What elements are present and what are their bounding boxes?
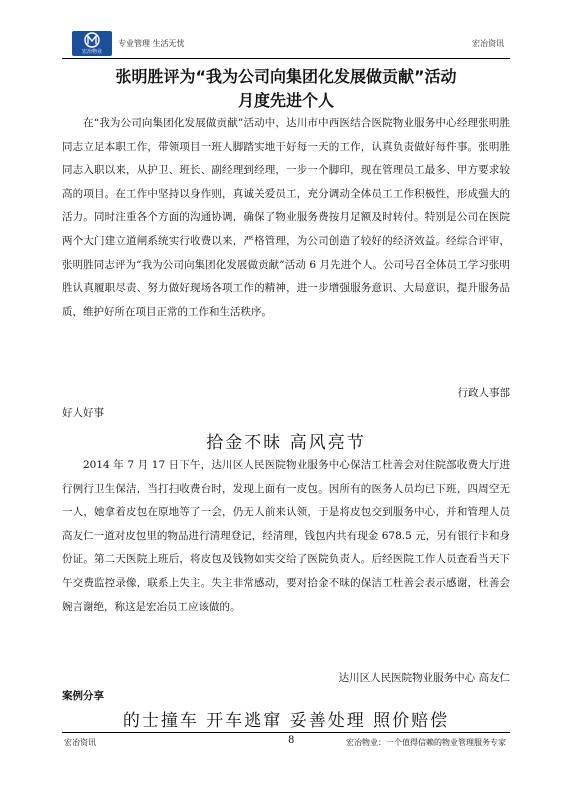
header-publication-name: 宏冶资讯 <box>472 39 504 48</box>
page-number: 8 <box>288 735 295 746</box>
page-header <box>62 30 510 59</box>
section-label-good-deeds: 好人好事 <box>62 407 104 419</box>
story-body: 2014 年 7 月 17 日下午，达川区人民医院物业服务中心保洁工杜善会对住院部收费大厅进行例行卫生保洁，当打扫收费台时，发现上面有一皮包。因所有的医务人员均已下班，四周空无一人，她拿着皮包在原地等了一会，仍无人前来认领，于是将皮包交到服务中心，并和管理人员高友仁一道对皮包里的物品进行清理登记，经清理，钱包内共有现金 678.5 元，另有银行卡和身份证。第二天医院上班后，将皮包及钱物如实交给了医院负责人。后经医院工作人员查看当天下午交费监控录像，联系上失主。失主非常感动，要对拾金不昧的保洁工杜善会表示感谢，杜善会婉言谢绝，称这是宏冶员工应该做的。 <box>62 459 510 613</box>
article-signature: 行政人事部 <box>457 387 510 399</box>
story-signature: 达川区人民医院物业服务中心 高友仁 <box>338 672 510 684</box>
article-title-line2: 月度先进个人 <box>237 91 334 110</box>
page-footer <box>62 732 510 753</box>
case-title: 的士撞车 开车逃窜 妥善处理 照价赔偿 <box>122 711 450 731</box>
footer-publication-name: 宏冶资讯 <box>64 738 96 747</box>
article-body: 在“我为公司向集团化发展做贡献”活动中，达川市中西医结合医院物业服务中心经理张明胜同志立足本职工作，带领项目一班人脚踏实地干好每一天的工作，认真负责做好每件事。张明胜同志入职以来，从护卫、班长、副经理到经理，一步一个脚印，现在管理员工最多、甲方要求较高的项目。在工作中坚持以身作则，真诚关爱员工，充分调动全体员工工作积极性，形成强大的活力。同时注重各个方面的沟通协调，确保了物业服务费按月足额及时转付。特别是公司在医院两个大门建立道闸系统实行收费以来，严格管理，为公司创造了较好的经济效益。经综合评审，张明胜同志评为“我为公司向集团化发展做贡献”活动 6 月先进个人。公司号召全体员工学习张明胜认真履职尽责、努力做好现场各项工作的精神，进一步增强服务意识、大局意识，提升服务品质，维护好所在项目正常的工作和生活秩序。 <box>62 117 510 318</box>
header-slogan: 专业管理 生活无忧 <box>118 39 185 48</box>
story-title: 拾金不昧 高风亮节 <box>206 433 366 453</box>
company-logo <box>72 31 112 56</box>
logo-caption: 宏冶物业 <box>81 49 102 55</box>
article-title-line1: 张明胜评为“我为公司向集团化发展做贡献”活动 <box>115 67 457 86</box>
section-label-case-sharing: 案例分享 <box>62 690 104 702</box>
logo-emblem-icon <box>72 31 112 49</box>
footer-tagline: 宏冶物业：一个值得信赖的物业管理服务专家 <box>346 738 506 747</box>
